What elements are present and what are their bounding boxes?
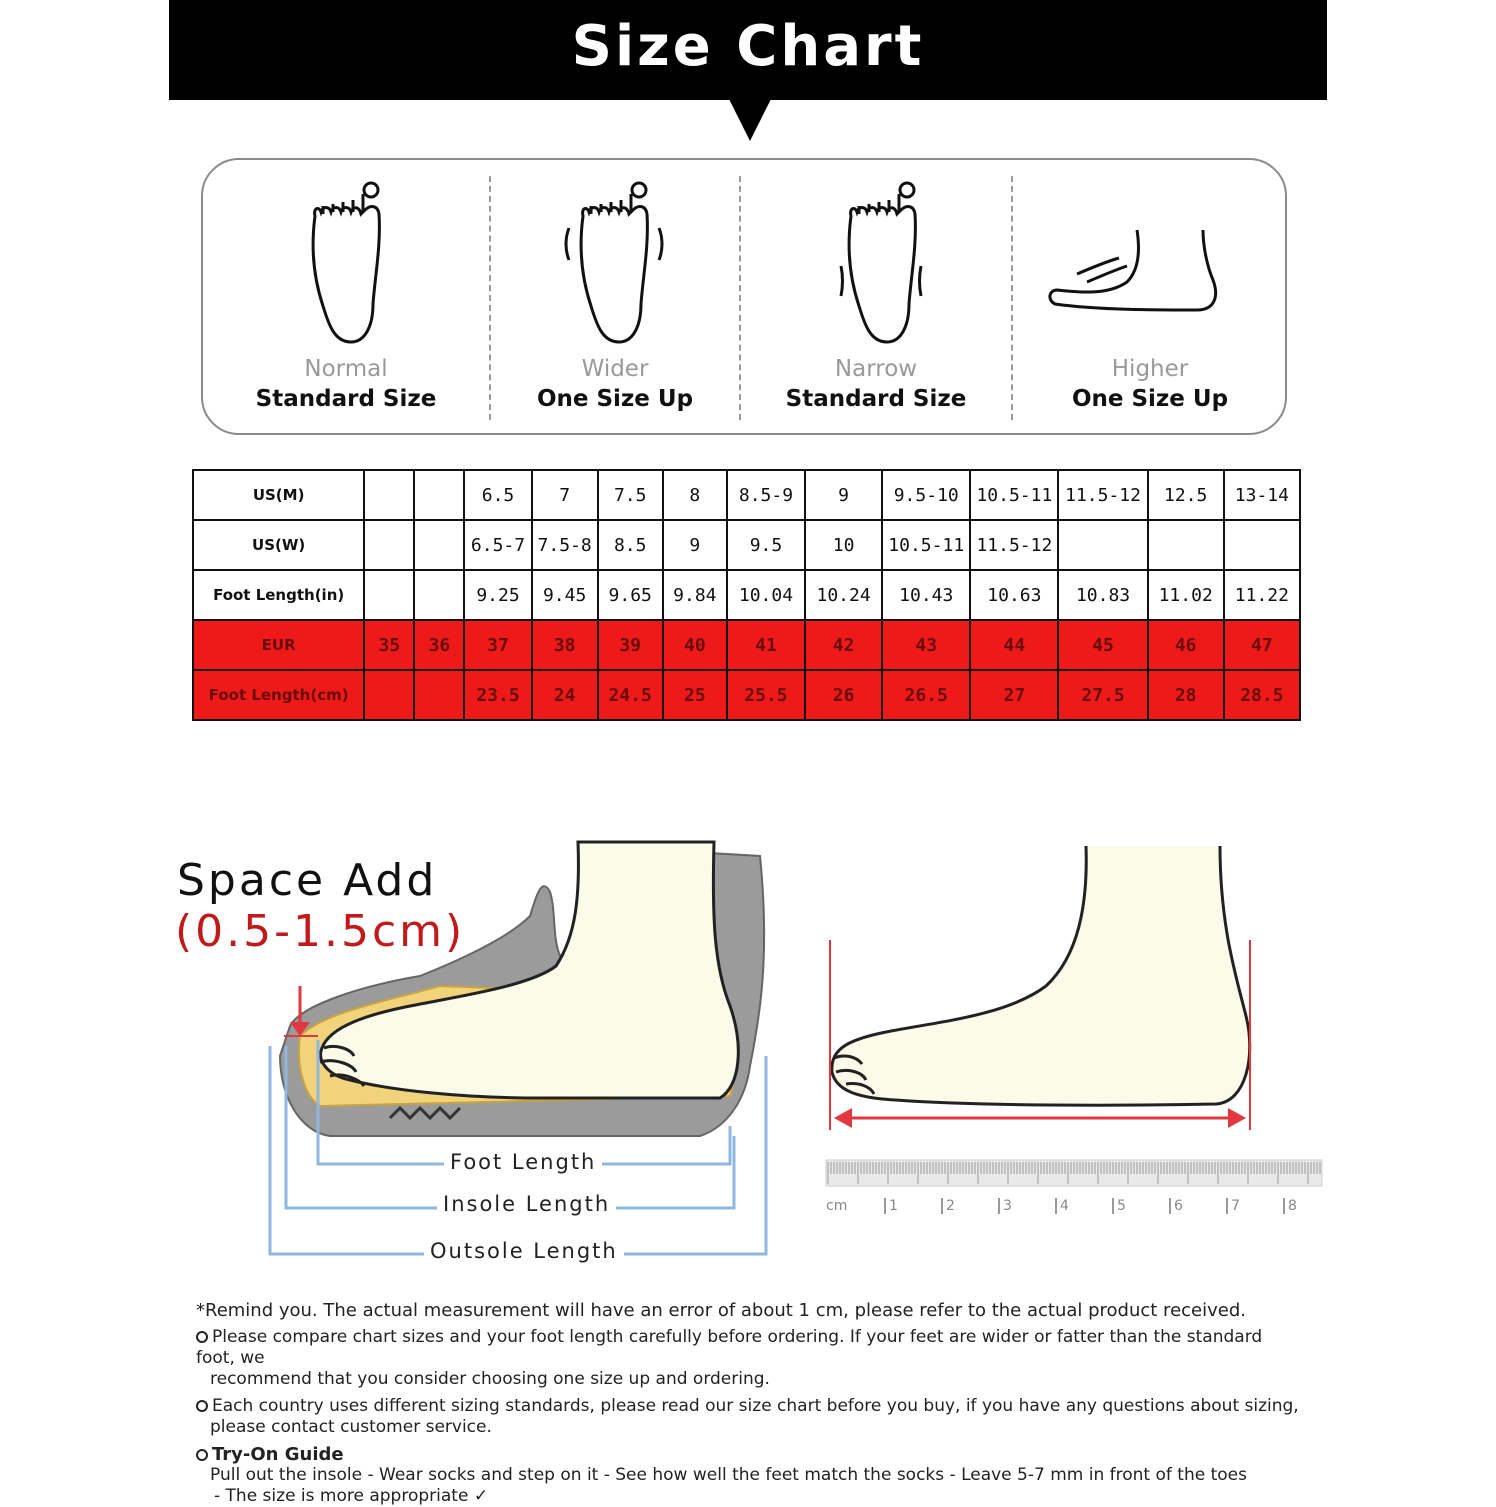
ruler-number: 2 <box>941 1198 955 1214</box>
foot-type-narrow <box>741 160 1011 433</box>
ruler-numbers <box>826 1198 1326 1222</box>
normal-foot-icon <box>301 176 391 346</box>
size-cell: 9 <box>805 470 882 520</box>
size-cell: 10.83 <box>1058 570 1147 620</box>
size-cell: 36 <box>414 620 464 670</box>
foot-type-label: Normal <box>304 356 388 382</box>
country-note-cont: please contact customer service. <box>210 1417 492 1437</box>
insole-length-label: Insole Length <box>437 1192 616 1216</box>
size-cell: 10.5-11 <box>882 520 970 570</box>
compare-note-text: Please compare chart sizes and your foot length carefully before ordering. If your feet are wider or fatter than the standard foot, we <box>196 1327 1263 1368</box>
size-cell: 12.5 <box>1148 470 1224 520</box>
ruler-number: 4 <box>1055 1198 1069 1214</box>
country-note <box>196 1396 1306 1417</box>
size-cell: 8.5-9 <box>727 470 805 520</box>
size-cell: 37 <box>464 620 531 670</box>
size-cell: 40 <box>663 620 727 670</box>
size-cell <box>414 470 464 520</box>
ruler-number: 1 <box>884 1198 898 1214</box>
size-cell: 11.22 <box>1224 570 1300 620</box>
row-header: Foot Length(cm) <box>193 670 364 720</box>
ruler-number: 3 <box>998 1198 1012 1214</box>
size-row <box>193 670 1300 720</box>
title-banner <box>169 0 1327 100</box>
size-cell: 9 <box>663 520 727 570</box>
size-recommendation: One Size Up <box>536 386 694 412</box>
size-cell: 10.5-11 <box>970 470 1058 520</box>
bullet-icon <box>196 1331 208 1343</box>
size-recommendation: Standard Size <box>785 386 967 412</box>
ruler-unit: cm <box>826 1198 848 1214</box>
size-cell: 10.63 <box>970 570 1058 620</box>
size-cell: 10.04 <box>727 570 805 620</box>
row-header: US(W) <box>193 520 364 570</box>
size-cell: 28.5 <box>1224 670 1300 720</box>
size-table <box>192 469 1301 721</box>
row-header: EUR <box>193 620 364 670</box>
size-cell: 27 <box>970 670 1058 720</box>
tryon-result: - The size is more appropriate ✓ <box>214 1486 489 1506</box>
size-cell: 9.25 <box>464 570 531 620</box>
size-cell: 13-14 <box>1224 470 1300 520</box>
size-recommendation: One Size Up <box>1071 386 1229 412</box>
size-cell: 41 <box>727 620 805 670</box>
banner-pointer <box>729 99 771 141</box>
ruler-number: 8 <box>1283 1198 1297 1214</box>
size-cell: 28 <box>1148 670 1224 720</box>
size-cell <box>1148 520 1224 570</box>
size-cell: 26 <box>805 670 882 720</box>
size-cell: 10 <box>805 520 882 570</box>
compare-note-cont: recommend that you consider choosing one size up and ordering. <box>210 1369 770 1389</box>
remind-note: *Remind you. The actual measurement will have an error of about 1 cm, please refer to the actual product received. <box>196 1300 1246 1321</box>
size-cell <box>364 670 414 720</box>
size-cell: 11.5-12 <box>970 520 1058 570</box>
high-arch-foot-icon <box>1047 226 1227 336</box>
size-cell <box>1224 520 1300 570</box>
space-add-label: Space Add <box>177 855 438 906</box>
size-cell: 24 <box>532 670 598 720</box>
size-recommendation: Standard Size <box>255 386 437 412</box>
size-row <box>193 520 1300 570</box>
size-cell <box>414 670 464 720</box>
size-cell <box>364 520 414 570</box>
ruler-number: 7 <box>1226 1198 1240 1214</box>
size-cell <box>414 520 464 570</box>
size-cell: 25 <box>663 670 727 720</box>
size-row <box>193 620 1300 670</box>
notes-section <box>196 1300 1306 1507</box>
size-cell: 10.43 <box>882 570 970 620</box>
size-cell <box>414 570 464 620</box>
size-cell <box>364 570 414 620</box>
size-cell: 47 <box>1224 620 1300 670</box>
size-cell: 11.5-12 <box>1058 470 1147 520</box>
tryon-title <box>196 1444 1306 1465</box>
size-cell: 44 <box>970 620 1058 670</box>
size-cell: 45 <box>1058 620 1147 670</box>
size-cell: 8 <box>663 470 727 520</box>
size-cell: 46 <box>1148 620 1224 670</box>
size-cell: 9.5 <box>727 520 805 570</box>
size-row <box>193 470 1300 520</box>
foot-type-higher <box>1013 160 1287 433</box>
size-cell: 39 <box>598 620 663 670</box>
narrow-foot-icon <box>829 176 929 346</box>
size-cell: 11.02 <box>1148 570 1224 620</box>
tryon-steps: Pull out the insole - Wear socks and step on it - See how well the feet match the socks - Leave 5-7 mm in front of the toes <box>210 1465 1247 1485</box>
tryon-title-text: Try-On Guide <box>212 1444 344 1465</box>
bullet-icon <box>196 1400 208 1412</box>
page-title: Size Chart <box>571 14 925 79</box>
foot-type-label: Higher <box>1111 356 1189 382</box>
wider-foot-icon <box>559 176 669 346</box>
size-cell: 23.5 <box>464 670 531 720</box>
ruler-number: 6 <box>1169 1198 1183 1214</box>
space-range-label: (0.5-1.5cm) <box>175 906 466 957</box>
outsole-length-label: Outsole Length <box>424 1239 624 1263</box>
row-header: Foot Length(in) <box>193 570 364 620</box>
size-cell <box>364 470 414 520</box>
size-cell: 35 <box>364 620 414 670</box>
foot-type-panel <box>201 158 1287 435</box>
size-cell <box>1058 520 1147 570</box>
size-cell: 7.5 <box>598 470 663 520</box>
size-cell: 24.5 <box>598 670 663 720</box>
compare-note <box>196 1327 1306 1369</box>
size-cell: 6.5 <box>464 470 531 520</box>
size-cell: 26.5 <box>882 670 970 720</box>
ruler-number: 5 <box>1112 1198 1126 1214</box>
size-cell: 7.5-8 <box>532 520 598 570</box>
foot-type-label: Wider <box>581 356 649 382</box>
size-cell: 43 <box>882 620 970 670</box>
country-note-text: Each country uses different sizing standards, please read our size chart before you buy, if you have any questions about sizing, <box>212 1396 1299 1416</box>
size-cell: 8.5 <box>598 520 663 570</box>
size-cell: 42 <box>805 620 882 670</box>
size-cell: 27.5 <box>1058 670 1147 720</box>
size-cell: 25.5 <box>727 670 805 720</box>
size-cell: 38 <box>532 620 598 670</box>
size-cell: 6.5-7 <box>464 520 531 570</box>
foot-type-label: Narrow <box>834 356 918 382</box>
bullet-icon <box>196 1449 208 1461</box>
size-cell: 9.65 <box>598 570 663 620</box>
size-cell: 9.5-10 <box>882 470 970 520</box>
size-row <box>193 570 1300 620</box>
size-cell: 9.45 <box>532 570 598 620</box>
row-header: US(M) <box>193 470 364 520</box>
foot-length-label: Foot Length <box>444 1150 602 1174</box>
size-cell: 10.24 <box>805 570 882 620</box>
foot-type-normal <box>203 160 489 433</box>
foot-measurement-diagram <box>816 836 1326 1226</box>
size-cell: 9.84 <box>663 570 727 620</box>
foot-type-wider <box>491 160 739 433</box>
size-cell: 7 <box>532 470 598 520</box>
